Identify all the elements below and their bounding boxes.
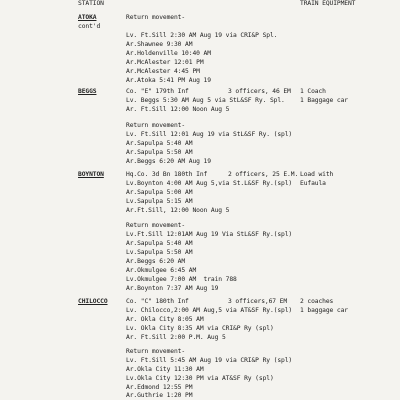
boynton-line: Ar.Okmulgee 6:45 AM <box>126 267 197 274</box>
beggs-equipment: 1 Coach <box>300 88 326 95</box>
beggs-line: Ar.Sapulpa 5:40 AM <box>126 140 193 147</box>
station-atoka: ATOKA <box>78 14 97 21</box>
beggs-line: Ar.Beggs 6:20 AM Aug 19 <box>126 158 211 165</box>
boynton-equipment: Load with <box>300 171 334 178</box>
atoka-line: Ar.Atoka 5:41 PM Aug 19 <box>126 77 211 84</box>
atoka-line: Ar.McAlester 4:45 PM <box>126 68 200 75</box>
chilocco-line: Lv. Ft.Sill 5:45 AM Aug 19 via CRI&P Ry (spl) <box>126 357 293 364</box>
boynton-unit: Hq.Co. 3d Bn 180th Inf <box>126 171 208 178</box>
atoka-line: Ar.Shawnee 9:30 AM <box>126 41 193 48</box>
station-beggs: BEGGS <box>78 88 97 95</box>
station-boynton: BOYNTON <box>78 171 104 178</box>
boynton-line: Ar.Ft.Sill, 12:00 Noon Aug 5 <box>126 207 230 214</box>
boynton-line: Lv.Sapulpa 5:15 AM <box>126 198 193 205</box>
atoka-line: Return movement- <box>126 14 186 21</box>
chilocco-line: Ar. Ft.Sill 2:00 P.M. Aug 5 <box>126 334 226 341</box>
beggs-line: Ar.Sapulpa 5:50 AM <box>126 149 193 156</box>
beggs-officers: 3 officers, 46 EM <box>228 88 291 95</box>
chilocco-line: Return movement- <box>126 348 186 355</box>
boynton-line: Lv.Okmulgee 7:00 AM train 788 <box>126 276 237 283</box>
boynton-line: Lv.Ft.Sill 12:01AM Aug 19 Via StL&SF Ry.(spl) <box>126 231 293 238</box>
chilocco-line: Lv. Chilocco,2:00 AM Aug,5 via AT&SF Ry.(spl) <box>126 307 293 314</box>
beggs-line: Ar. Ft.Sill 12:00 Noon Aug 5 <box>126 106 230 113</box>
chilocco-unit: Co. "C" 180th Inf <box>126 298 189 305</box>
atoka-contd: cont'd <box>78 23 101 30</box>
atoka-line: Ar.McAlester 12:01 PM <box>126 59 204 66</box>
boynton-line: Ar.Boynton 7:37 AM Aug 19 <box>126 285 219 292</box>
beggs-line: Lv. Beggs 5:30 AM Aug 5 via StL&SF Ry. Spl. <box>126 97 285 104</box>
boynton-line: Lv.Sapulpa 5:50 AM <box>126 249 193 256</box>
chilocco-officers: 3 officers,67 EM <box>228 298 288 305</box>
boynton-officers: 2 officers, 25 E.M. <box>228 171 299 178</box>
beggs-equipment: 1 Baggage car <box>300 97 348 104</box>
boynton-line: Ar.Sapulpa 5:40 AM <box>126 240 193 247</box>
train-equipment-column-header: TRAIN EQUIPMENT <box>300 0 356 7</box>
chilocco-line: Ar. Okla City 8:05 AM <box>126 316 204 323</box>
boynton-line: Lv.Boynton 4:00 AM Aug 5,via St.L&SF Ry.(spl) <box>126 180 293 187</box>
beggs-unit: Co. "E" 179th Inf <box>126 88 189 95</box>
station-column-header: STATION <box>78 0 104 7</box>
chilocco-line: Ar.Guthrie 1:20 PM <box>126 392 193 399</box>
chilocco-equipment: 1 baggage car <box>300 307 348 314</box>
chilocco-line: Ar.Okla City 11:30 AM <box>126 366 204 373</box>
boynton-line: Ar.Sapulpa 5:00 AM <box>126 189 193 196</box>
boynton-line: Ar.Beggs 6:20 AM <box>126 258 186 265</box>
chilocco-line: Lv.Okla City 12:30 PM via AT&SF Ry (spl) <box>126 375 274 382</box>
atoka-line: Ar.Holdenville 10:40 AM <box>126 50 211 57</box>
boynton-line: Return movement- <box>126 222 186 229</box>
chilocco-line: Ar.Edmond 12:55 PM <box>126 384 193 391</box>
beggs-line: Return movement- <box>126 122 186 129</box>
station-chilocco: CHILOCCO <box>78 298 108 305</box>
beggs-line: Lv. Ft.Sill 12:01 Aug 19 via StL&SF Ry. (spl) <box>126 131 293 138</box>
chilocco-line: Lv. Okla City 8:35 AM via CRI&P Ry (spl) <box>126 325 274 332</box>
boynton-equipment: Eufaula <box>300 180 326 187</box>
atoka-line: Lv. Ft.Sill 2:30 AM Aug 19 via CRI&P Spl. <box>126 32 278 39</box>
chilocco-equipment: 2 coaches <box>300 298 334 305</box>
